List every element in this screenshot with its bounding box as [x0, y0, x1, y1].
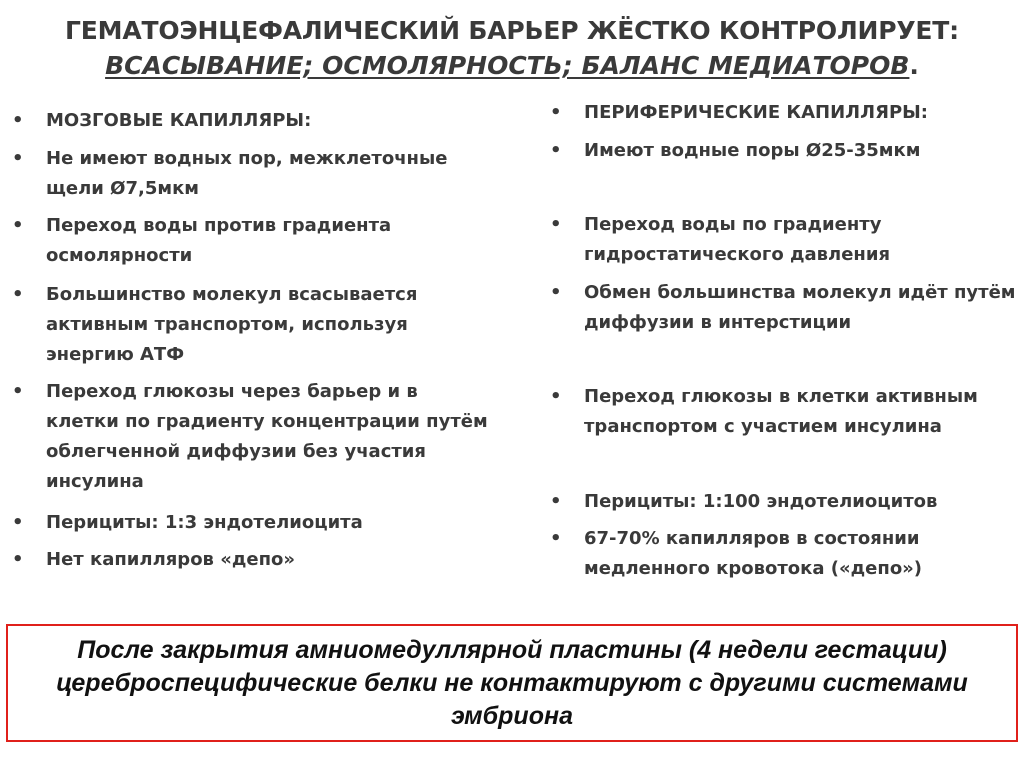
- list-item-text: 67-70% капилляров в состоянии медленного кровотока («депо»): [584, 528, 923, 579]
- list-item: [550, 98, 1020, 128]
- bullet-icon: •: [550, 140, 562, 161]
- list-item: [550, 210, 1020, 270]
- list-item-text: Переход воды по градиенту гидростатического давления: [584, 214, 891, 265]
- bullet-icon: •: [550, 102, 562, 123]
- list-item: [12, 545, 492, 575]
- slide-title: [0, 14, 1024, 84]
- callout-text: После закрытия амниомедуллярной пластины (4 недели гестации) цереброспецифические белки не контактируют с другими системами эмбриона: [56, 635, 968, 730]
- list-item-text: Переход воды против градиента осмолярности: [46, 215, 392, 266]
- list-item-text: Переход глюкозы через барьер и в клетки по градиенту концентрации путём облегченной диффузии без участия инсулина: [46, 381, 488, 492]
- list-item-text: Не имеют водных пор, межклеточные щели Ø7,5мкм: [46, 148, 448, 199]
- list-item-text: Перициты: 1:3 эндотелиоцита: [46, 512, 363, 533]
- list-item: [12, 280, 492, 370]
- list-item-text: Переход глюкозы в клетки активным транспортом с участием инсулина: [584, 386, 978, 437]
- list-item-text: Обмен большинства молекул идёт путём диффузии в интерстиции: [584, 282, 1016, 333]
- bullet-icon: •: [550, 491, 562, 512]
- list-item: [550, 382, 1020, 442]
- bullet-icon: •: [550, 386, 562, 407]
- bullet-icon: •: [12, 381, 24, 402]
- list-item: [12, 211, 492, 271]
- list-item: [550, 136, 1020, 166]
- list-item: [12, 144, 492, 204]
- list-item-text: ПЕРИФЕРИЧЕСКИЕ КАПИЛЛЯРЫ:: [584, 102, 928, 123]
- list-item: [12, 377, 492, 497]
- list-item: [550, 524, 1020, 584]
- bullet-icon: •: [12, 110, 24, 131]
- list-item-text: МОЗГОВЫЕ КАПИЛЛЯРЫ:: [46, 110, 312, 131]
- bullet-icon: •: [12, 148, 24, 169]
- bullet-icon: •: [550, 282, 562, 303]
- list-item: [12, 106, 492, 136]
- list-item: [12, 508, 492, 538]
- title-line-2-underlined: ВСАСЫВАНИЕ; ОСМОЛЯРНОСТЬ; БАЛАНС МЕДИАТОРОВ: [105, 51, 910, 80]
- bullet-icon: •: [12, 284, 24, 305]
- list-item-text: Перициты: 1:100 эндотелиоцитов: [584, 491, 938, 512]
- bullet-icon: •: [550, 214, 562, 235]
- list-item: [550, 487, 1020, 517]
- bullet-icon: •: [550, 528, 562, 549]
- list-item-text: Нет капилляров «депо»: [46, 549, 296, 570]
- embryo-callout-box: [6, 624, 1018, 742]
- title-line-2-end: .: [909, 51, 919, 80]
- list-item-text: Большинство молекул всасывается активным транспортом, используя энергию АТФ: [46, 284, 418, 365]
- title-line-1: ГЕМАТОЭНЦЕФАЛИЧЕСКИЙ БАРЬЕР ЖЁСТКО КОНТРОЛИРУЕТ:: [65, 16, 959, 45]
- bullet-icon: •: [12, 512, 24, 533]
- list-item-text: Имеют водные поры Ø25-35мкм: [584, 140, 921, 161]
- title-line-2: [0, 48, 1024, 84]
- bullet-icon: •: [12, 215, 24, 236]
- list-item: [550, 278, 1020, 338]
- bullet-icon: •: [12, 549, 24, 570]
